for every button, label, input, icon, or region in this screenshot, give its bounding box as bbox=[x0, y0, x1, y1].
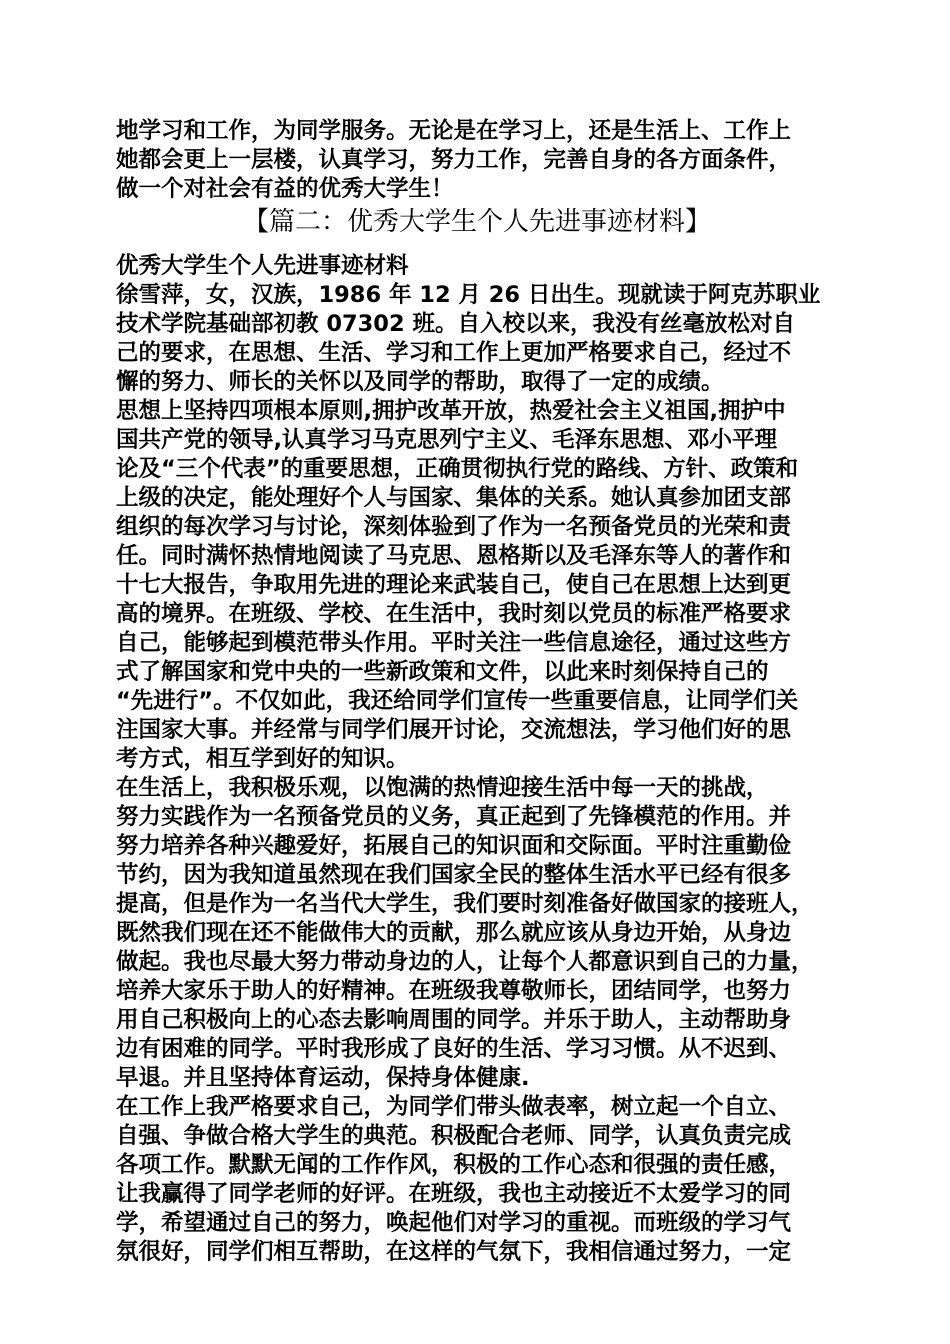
text-line: 既然我们现在还不能做伟大的贡献，那么就应该从身边开始，从身边 bbox=[116, 920, 792, 946]
text-line: 努力培养各种兴趣爱好，拓展自己的知识面和交际面。平时注重勤俭 bbox=[116, 833, 792, 859]
text-line: 思想上坚持四项根本原则,拥护改革开放，热爱社会主义祖国,拥护中 bbox=[116, 398, 786, 424]
text-line: 国共产党的领导,认真学习马克思列宁主义、毛泽东思想、邓小平理 bbox=[116, 427, 778, 453]
text-line: 十七大报告，争取用先进的理论来武装自己，使自己在思想上达到更 bbox=[116, 572, 792, 598]
text-line: 自强、争做合格大学生的典范。积极配合老师、同学，认真负责完成 bbox=[116, 1123, 792, 1149]
intro-paragraph bbox=[116, 117, 838, 204]
text-line: 氛很好，同学们相互帮助，在这样的气氛下，我相信通过努力，一定 bbox=[116, 1239, 792, 1265]
text-line: 式了解国家和党中央的一些新政策和文件，以此来时刻保持自己的 bbox=[116, 659, 769, 685]
text-line: 自己，能够起到模范带头作用。平时关注一些信息途径，通过这些方 bbox=[116, 630, 792, 656]
text-line: 上级的决定，能处理好个人与国家、集体的关系。她认真参加团支部 bbox=[116, 485, 792, 511]
text-line: 在生活上，我积极乐观，以饱满的热情迎接生活中每一天的挑战， bbox=[116, 775, 769, 801]
text-line: 任。同时满怀热情地阅读了马克思、恩格斯以及毛泽东等人的著作和 bbox=[116, 543, 792, 569]
text-line: 各项工作。默默无闻的工作作风，积极的工作心态和很强的责任感， bbox=[116, 1152, 792, 1178]
document-page bbox=[116, 117, 838, 1267]
text-line: 懈的努力、师长的关怀以及同学的帮助，取得了一定的成绩。 bbox=[116, 369, 724, 395]
text-line: 早退。并且坚持体育运动，保持身体健康. bbox=[116, 1065, 530, 1091]
text-line: 边有困难的同学。平时我形成了良好的生活、学习习惯。从不迟到、 bbox=[116, 1036, 792, 1062]
text-line: 在工作上我严格要求自己，为同学们带头做表率，树立起一个自立、 bbox=[116, 1094, 792, 1120]
text-line: 考方式，相互学到好的知识。 bbox=[116, 746, 409, 772]
text-line: 论及“三个代表”的重要思想，正确贯彻执行党的路线、方针、政策和 bbox=[116, 456, 799, 482]
section-heading: 【篇二：优秀大学生个人先进事迹材料】 bbox=[242, 207, 711, 237]
text-line: 提高，但是作为一名当代大学生，我们要时刻准备好做国家的接班人， bbox=[116, 891, 814, 917]
text-line: 学，希望通过自己的努力，唤起他们对学习的重视。而班级的学习气 bbox=[116, 1210, 792, 1236]
text-line: 让我赢得了同学老师的好评。在班级，我也主动接近不太爱学习的同 bbox=[116, 1181, 792, 1207]
section-subtitle: 优秀大学生个人先进事迹材料 bbox=[116, 253, 409, 279]
text-line: 做起。我也尽最大努力带动身边的人，让每个人都意识到自己的力量， bbox=[116, 949, 814, 975]
text-line: 组织的每次学习与讨论，深刻体验到了作为一名预备党员的光荣和责 bbox=[116, 514, 792, 540]
text-line: 做一个对社会有益的优秀大学生！ bbox=[116, 176, 454, 202]
text-line: 培养大家乐于助人的好精神。在班级我尊敬师长，团结同学，也努力 bbox=[116, 978, 792, 1004]
text-line: 用自己积极向上的心态去影响周围的同学。并乐于助人，主动帮助身 bbox=[116, 1007, 792, 1033]
text-line: 技术学院基础部初教 07302 班。自入校以来，我没有丝毫放松对自 bbox=[116, 311, 795, 337]
text-line: 注国家大事。并经常与同学们展开讨论，交流想法，学习他们好的思 bbox=[116, 717, 792, 743]
text-line: 徐雪萍，女，汉族，1986 年 12 月 26 日出生。现就读于阿克苏职业 bbox=[116, 282, 821, 308]
text-line: 高的境界。在班级、学校、在生活中，我时刻以党员的标准严格要求 bbox=[116, 601, 792, 627]
text-line: 己的要求，在思想、生活、学习和工作上更加严格要求自己，经过不 bbox=[116, 340, 792, 366]
text-line: 努力实践作为一名预备党员的义务，真正起到了先锋模范的作用。并 bbox=[116, 804, 792, 830]
text-line: 地学习和工作，为同学服务。无论是在学习上，还是生活上、工作上 bbox=[116, 118, 792, 144]
text-line: 她都会更上一层楼，认真学习，努力工作，完善自身的各方面条件， bbox=[116, 147, 792, 173]
section-body bbox=[116, 252, 838, 1267]
text-line: “先进行”。不仅如此，我还给同学们宣传一些重要信息，让同学们关 bbox=[116, 688, 799, 714]
text-line: 节约，因为我知道虽然现在我们国家全民的整体生活水平已经有很多 bbox=[116, 862, 792, 888]
